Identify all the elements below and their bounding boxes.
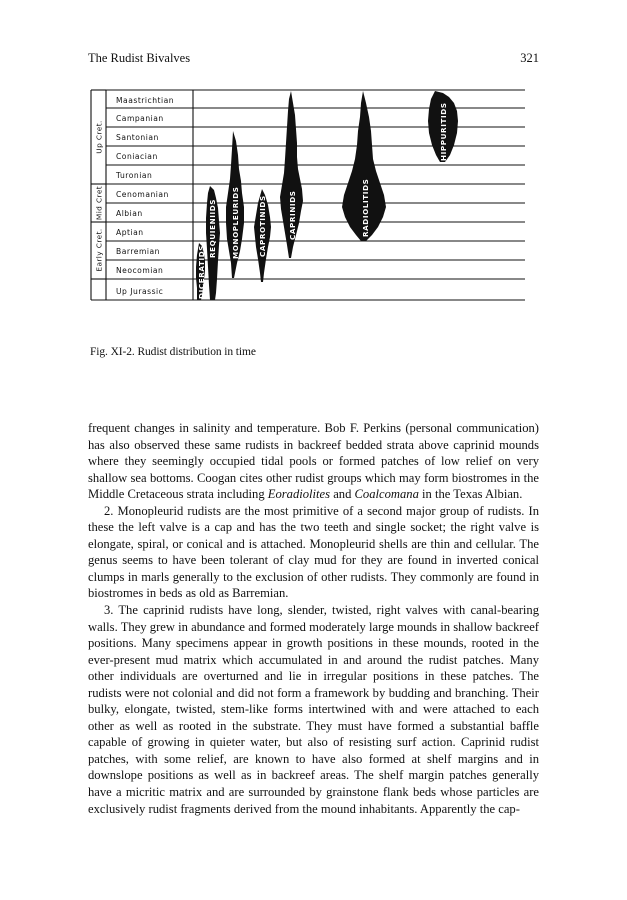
rudist-distribution-figure <box>88 83 533 308</box>
running-title: The Rudist Bivalves <box>88 51 191 65</box>
range-chart <box>88 83 533 308</box>
group-label-monopleurids: MONOPLEURIDS <box>231 186 240 259</box>
stage-label: Neocomian <box>116 266 164 275</box>
stage-label: Santonian <box>116 133 159 142</box>
group-label-hippuritids: HIPPURITIDS <box>439 102 448 161</box>
figure-caption: Fig. XI-2. Rudist distribution in time <box>90 346 256 358</box>
group-label-diceratids: DICERATIDS <box>197 244 206 299</box>
paragraph-3: 3. The caprinid rudists have long, slender, twisted, right valves with canal-bearing walls. They grew in abundance and formed moderately large mounds in shallow backreef positions. Many specimens appear in growth positions in these mounds, rooted in the ever-present mud matrix which accumulated in and around the rudist patches. Many other individuals are overturned and lie in irregular positions in these patches. The rudists were not colonial and did not form a framework by budding and branching. Their bulky, elongate, twisted, stem-like forms intertwined with and were attached to each other as well as rooted in the substrate. They must have formed a substantial baffle capable of growing in quieter water, but also of resisting surf action. Caprinid rudist patches, with some relief, are known to have also formed at shelf margins and in downslope positions as well as in backreef areas. The shelf margin patches generally have a micritic matrix and are surrounded by grainstone flank beds whose particles are exclusively rudist fragments derived from the mound inhabitants. Apparently the cap- <box>88 603 539 816</box>
stage-label: Aptian <box>116 228 144 237</box>
epoch-label: Up Cret. <box>94 120 104 154</box>
group-label-caprinids: CAPRINIDS <box>288 190 297 240</box>
group-label-radiolitids: RADIOLITIDS <box>361 178 370 237</box>
paragraph-2: 2. Monopleurid rudists are the most primitive of a second major group of rudists. In these the left valve is a cap and has the two teeth and single socket; the right valve is elongate, spiral, or conical and is attached. Monopleurid shells are thin and cellular. The genus seems to have been tolerant of clay mud for they are found in inverted conical clumps in marls generally to the exclusion of other rudists. They commonly are found in biostromes in beds as old as Barremian. <box>88 503 539 601</box>
stage-label: Coniacian <box>116 152 158 161</box>
epoch-label: Mid Cret <box>94 185 104 221</box>
group-label-requieniids: REQUIENIIDS <box>208 198 217 258</box>
stage-label: Maastrichtian <box>116 96 175 105</box>
stage-label: Cenomanian <box>116 190 169 199</box>
stage-label: Barremian <box>116 247 160 256</box>
epoch-label: Early Cret. <box>94 228 104 272</box>
group-label-caprotinids: CAPROTINIDS <box>258 195 267 257</box>
stage-label: Albian <box>116 209 143 218</box>
stage-label: Campanian <box>116 114 164 123</box>
page-number: 321 <box>520 51 539 65</box>
stage-label: Up Jurassic <box>116 287 164 296</box>
paragraph-1: frequent changes in salinity and temperature. Bob F. Perkins (personal communication) has also observed these same rudists in backreef bedded strata above caprinid mounds where they seemingly occupied tidal pools or formed patches of low relief on very shallow sea bottoms. Coogan cites other rudist groups which may form biostromes in the Middle Cretaceous strata including Eoradiolites and Coalcomana in the Texas Albian. <box>88 421 539 502</box>
stage-label: Turonian <box>116 171 153 180</box>
body-text <box>88 420 539 817</box>
